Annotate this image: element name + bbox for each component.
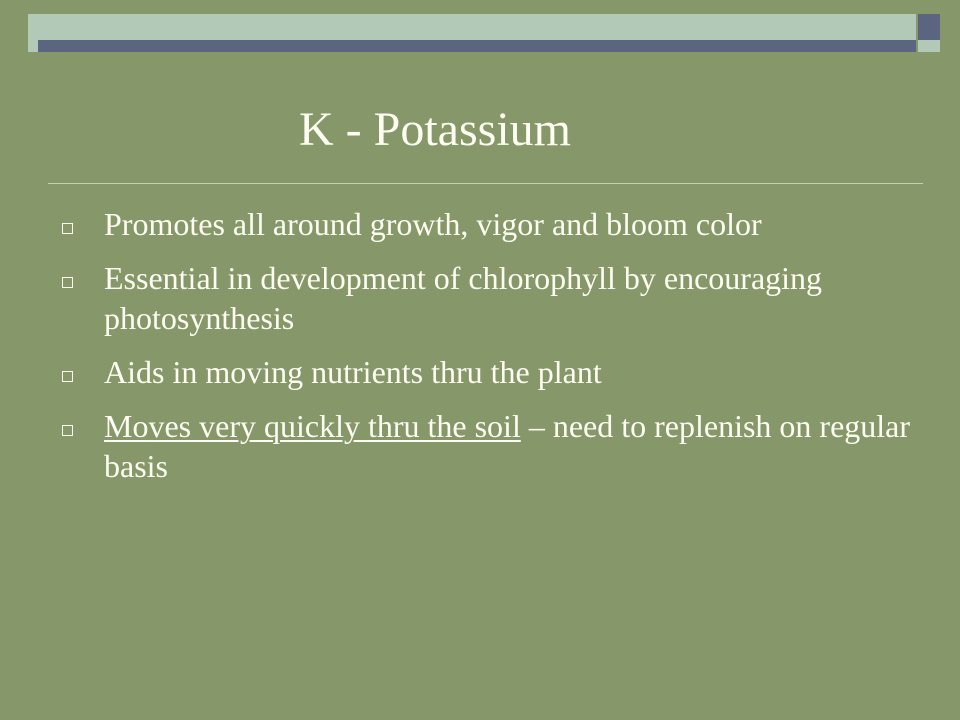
corner-decorative-block-dark bbox=[918, 14, 940, 40]
bullet-text: Promotes all around growth, vigor and bloom color bbox=[104, 206, 762, 242]
hollow-square-bullet-icon bbox=[62, 425, 73, 436]
top-decorative-bar-stripe bbox=[38, 40, 916, 52]
title-divider bbox=[48, 183, 923, 184]
bullet-underlined-text: Moves very quickly thru the soil bbox=[104, 408, 521, 444]
hollow-square-bullet-icon bbox=[62, 223, 73, 234]
bullet-text: Aids in moving nutrients thru the plant bbox=[104, 354, 602, 390]
bullet-item bbox=[60, 204, 920, 244]
slide-title: K - Potassium bbox=[298, 103, 571, 156]
bullet-text: Essential in development of chlorophyll by encouraging photosynthesis bbox=[104, 260, 823, 336]
bullet-item bbox=[60, 258, 920, 338]
hollow-square-bullet-icon bbox=[62, 277, 73, 288]
bullet-item bbox=[60, 406, 920, 486]
corner-decorative-block-light bbox=[918, 40, 940, 52]
bullet-item bbox=[60, 352, 920, 392]
bullet-text: – need to replenish on regular basis bbox=[104, 408, 911, 484]
hollow-square-bullet-icon bbox=[62, 371, 73, 382]
bullet-list bbox=[60, 204, 920, 500]
